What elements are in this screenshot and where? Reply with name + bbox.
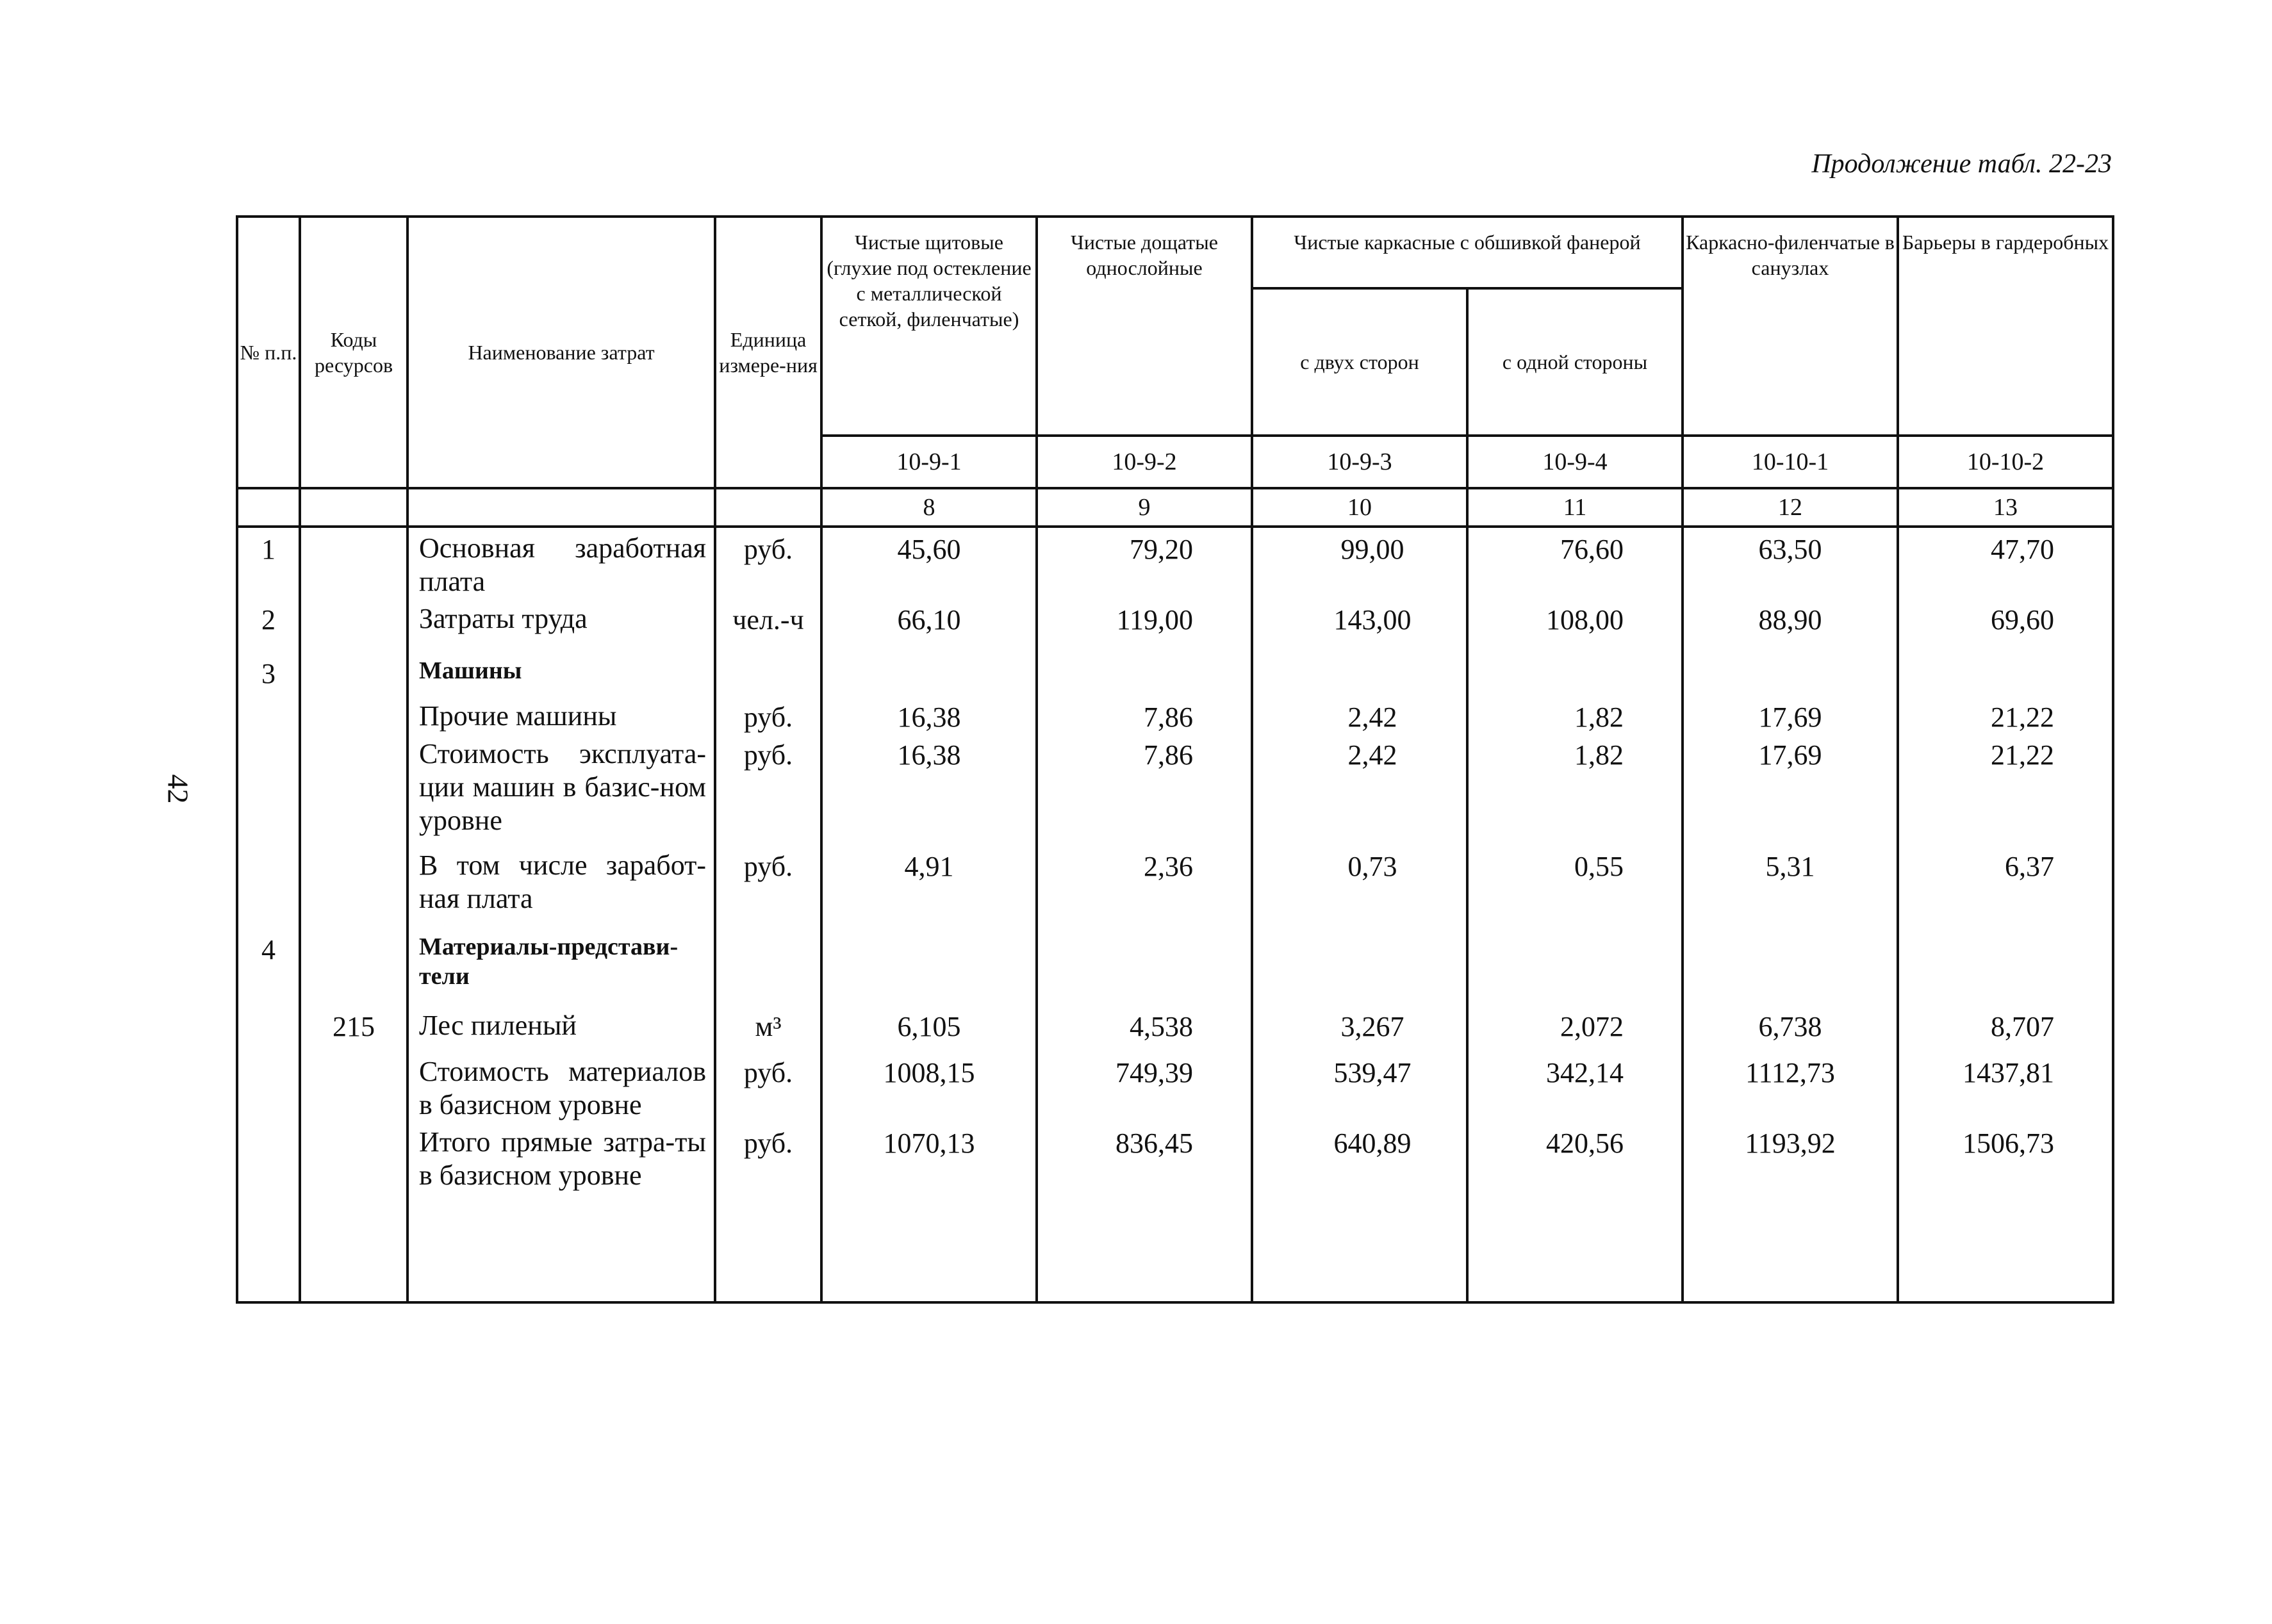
row-name: Машины <box>407 652 715 696</box>
table-row <box>237 734 2113 845</box>
header-group-frame: Чистые каркасные с обшивкой фанерой <box>1252 217 1683 288</box>
header-code: 10-9-1 <box>821 436 1037 488</box>
row-code <box>300 696 407 734</box>
row-value: 2,072 <box>1467 1005 1683 1051</box>
row-value: 1437,81 <box>1898 1051 2113 1122</box>
row-value <box>1683 652 1898 696</box>
row-value: 539,47 <box>1252 1051 1467 1122</box>
header-colnum: 12 <box>1683 488 1898 527</box>
table-row <box>237 928 2113 1005</box>
row-number <box>237 696 300 734</box>
row-value: 17,69 <box>1683 696 1898 734</box>
row-value: 2,42 <box>1252 696 1467 734</box>
row-name: Затраты труда <box>407 598 715 652</box>
row-unit: руб. <box>715 527 821 598</box>
row-number <box>237 1122 300 1192</box>
row-value: 108,00 <box>1467 598 1683 652</box>
row-value: 79,20 <box>1037 527 1252 598</box>
row-code <box>300 527 407 598</box>
table-row <box>237 696 2113 734</box>
row-value: 16,38 <box>821 734 1037 845</box>
row-name: В том числе заработ-ная плата <box>407 845 715 928</box>
header-colnum: 13 <box>1898 488 2113 527</box>
row-value: 6,105 <box>821 1005 1037 1051</box>
row-value: 63,50 <box>1683 527 1898 598</box>
row-value: 0,73 <box>1252 845 1467 928</box>
row-value: 2,42 <box>1252 734 1467 845</box>
row-value: 69,60 <box>1898 598 2113 652</box>
row-value: 6,37 <box>1898 845 2113 928</box>
table-caption: Продолжение табл. 22-23 <box>1811 149 2112 179</box>
row-code <box>300 734 407 845</box>
row-name: Стоимость материалов в базисном уровне <box>407 1051 715 1122</box>
row-value: 2,36 <box>1037 845 1252 928</box>
row-value <box>821 652 1037 696</box>
row-unit <box>715 928 821 1005</box>
header-num: № п.п. <box>237 217 300 488</box>
row-value: 836,45 <box>1037 1122 1252 1192</box>
table-row <box>237 598 2113 652</box>
row-unit: м³ <box>715 1005 821 1051</box>
row-name: Лес пиленый <box>407 1005 715 1051</box>
row-value: 4,538 <box>1037 1005 1252 1051</box>
row-name: Стоимость эксплуата-ции машин в базис-ном уровне <box>407 734 715 845</box>
table-row <box>237 1005 2113 1051</box>
row-value: 0,55 <box>1467 845 1683 928</box>
row-value: 1,82 <box>1467 734 1683 845</box>
header-unit: Единица измере-ния <box>715 217 821 488</box>
row-value <box>821 928 1037 1005</box>
row-code <box>300 845 407 928</box>
header-colnum: 10 <box>1252 488 1467 527</box>
row-unit: руб. <box>715 845 821 928</box>
row-value: 21,22 <box>1898 734 2113 845</box>
row-value: 342,14 <box>1467 1051 1683 1122</box>
header-group-shield: Чистые щитовые (глухие под остекление с металлической сеткой, филенчатые) <box>821 217 1037 436</box>
row-value <box>1252 928 1467 1005</box>
row-name: Материалы-представи-тели <box>407 928 715 1005</box>
row-value: 7,86 <box>1037 734 1252 845</box>
header-group-plank: Чистые дощатые однослойные <box>1037 217 1252 436</box>
row-value: 17,69 <box>1683 734 1898 845</box>
row-value: 21,22 <box>1898 696 2113 734</box>
row-code <box>300 1122 407 1192</box>
page-number: 42 <box>161 774 195 804</box>
row-value: 1,82 <box>1467 696 1683 734</box>
row-value: 88,90 <box>1683 598 1898 652</box>
row-value: 1506,73 <box>1898 1122 2113 1192</box>
row-value: 1112,73 <box>1683 1051 1898 1122</box>
header-code: 10-9-4 <box>1467 436 1683 488</box>
row-value <box>1898 652 2113 696</box>
row-value: 1008,15 <box>821 1051 1037 1122</box>
row-number <box>237 1051 300 1122</box>
header-code: 10-9-3 <box>1252 436 1467 488</box>
row-value: 4,91 <box>821 845 1037 928</box>
header-colnum: 11 <box>1467 488 1683 527</box>
row-unit: чел.-ч <box>715 598 821 652</box>
row-number: 2 <box>237 598 300 652</box>
row-value: 16,38 <box>821 696 1037 734</box>
row-code <box>300 1051 407 1122</box>
row-unit: руб. <box>715 696 821 734</box>
row-value: 7,86 <box>1037 696 1252 734</box>
header-codes: Коды ресурсов <box>300 217 407 488</box>
row-value: 45,60 <box>821 527 1037 598</box>
header-code: 10-10-2 <box>1898 436 2113 488</box>
header-code: 10-10-1 <box>1683 436 1898 488</box>
row-value: 99,00 <box>1252 527 1467 598</box>
header-group-panel: Каркасно-филенчатые в санузлах <box>1683 217 1898 436</box>
row-code <box>300 928 407 1005</box>
row-value: 420,56 <box>1467 1122 1683 1192</box>
row-value: 749,39 <box>1037 1051 1252 1122</box>
header-group-barrier: Барьеры в гардеробных <box>1898 217 2113 436</box>
row-value: 143,00 <box>1252 598 1467 652</box>
row-value <box>1683 928 1898 1005</box>
row-value: 6,738 <box>1683 1005 1898 1051</box>
row-value <box>1467 652 1683 696</box>
row-value <box>1898 928 2113 1005</box>
row-value: 76,60 <box>1467 527 1683 598</box>
row-number <box>237 1005 300 1051</box>
table-row <box>237 527 2113 598</box>
header-code: 10-9-2 <box>1037 436 1252 488</box>
row-name: Основная заработная плата <box>407 527 715 598</box>
row-unit: руб. <box>715 1122 821 1192</box>
table-row <box>237 1122 2113 1192</box>
row-value: 119,00 <box>1037 598 1252 652</box>
row-name: Прочие машины <box>407 696 715 734</box>
resource-cost-table <box>236 215 2114 1304</box>
row-value: 66,10 <box>821 598 1037 652</box>
row-value: 3,267 <box>1252 1005 1467 1051</box>
table-row <box>237 652 2113 696</box>
row-name: Итого прямые затра-ты в базисном уровне <box>407 1122 715 1192</box>
row-number: 3 <box>237 652 300 696</box>
row-value: 8,707 <box>1898 1005 2113 1051</box>
header-colnum: 9 <box>1037 488 1252 527</box>
header-sub-one-side: с одной стороны <box>1467 288 1683 436</box>
row-number <box>237 734 300 845</box>
header-sub-two-sides: с двух сторон <box>1252 288 1467 436</box>
row-code <box>300 652 407 696</box>
row-number: 4 <box>237 928 300 1005</box>
row-value <box>1252 652 1467 696</box>
row-number <box>237 845 300 928</box>
header-colnum: 8 <box>821 488 1037 527</box>
row-value: 47,70 <box>1898 527 2113 598</box>
row-number: 1 <box>237 527 300 598</box>
row-unit: руб. <box>715 1051 821 1122</box>
row-value: 1070,13 <box>821 1122 1037 1192</box>
row-value: 5,31 <box>1683 845 1898 928</box>
header-name: Наименование затрат <box>407 217 715 488</box>
row-code: 215 <box>300 1005 407 1051</box>
row-value: 640,89 <box>1252 1122 1467 1192</box>
row-unit: руб. <box>715 734 821 845</box>
row-value <box>1037 652 1252 696</box>
row-value <box>1037 928 1252 1005</box>
row-code <box>300 598 407 652</box>
table-row <box>237 1051 2113 1122</box>
row-value <box>1467 928 1683 1005</box>
row-value: 1193,92 <box>1683 1122 1898 1192</box>
row-unit <box>715 652 821 696</box>
table-row <box>237 845 2113 928</box>
